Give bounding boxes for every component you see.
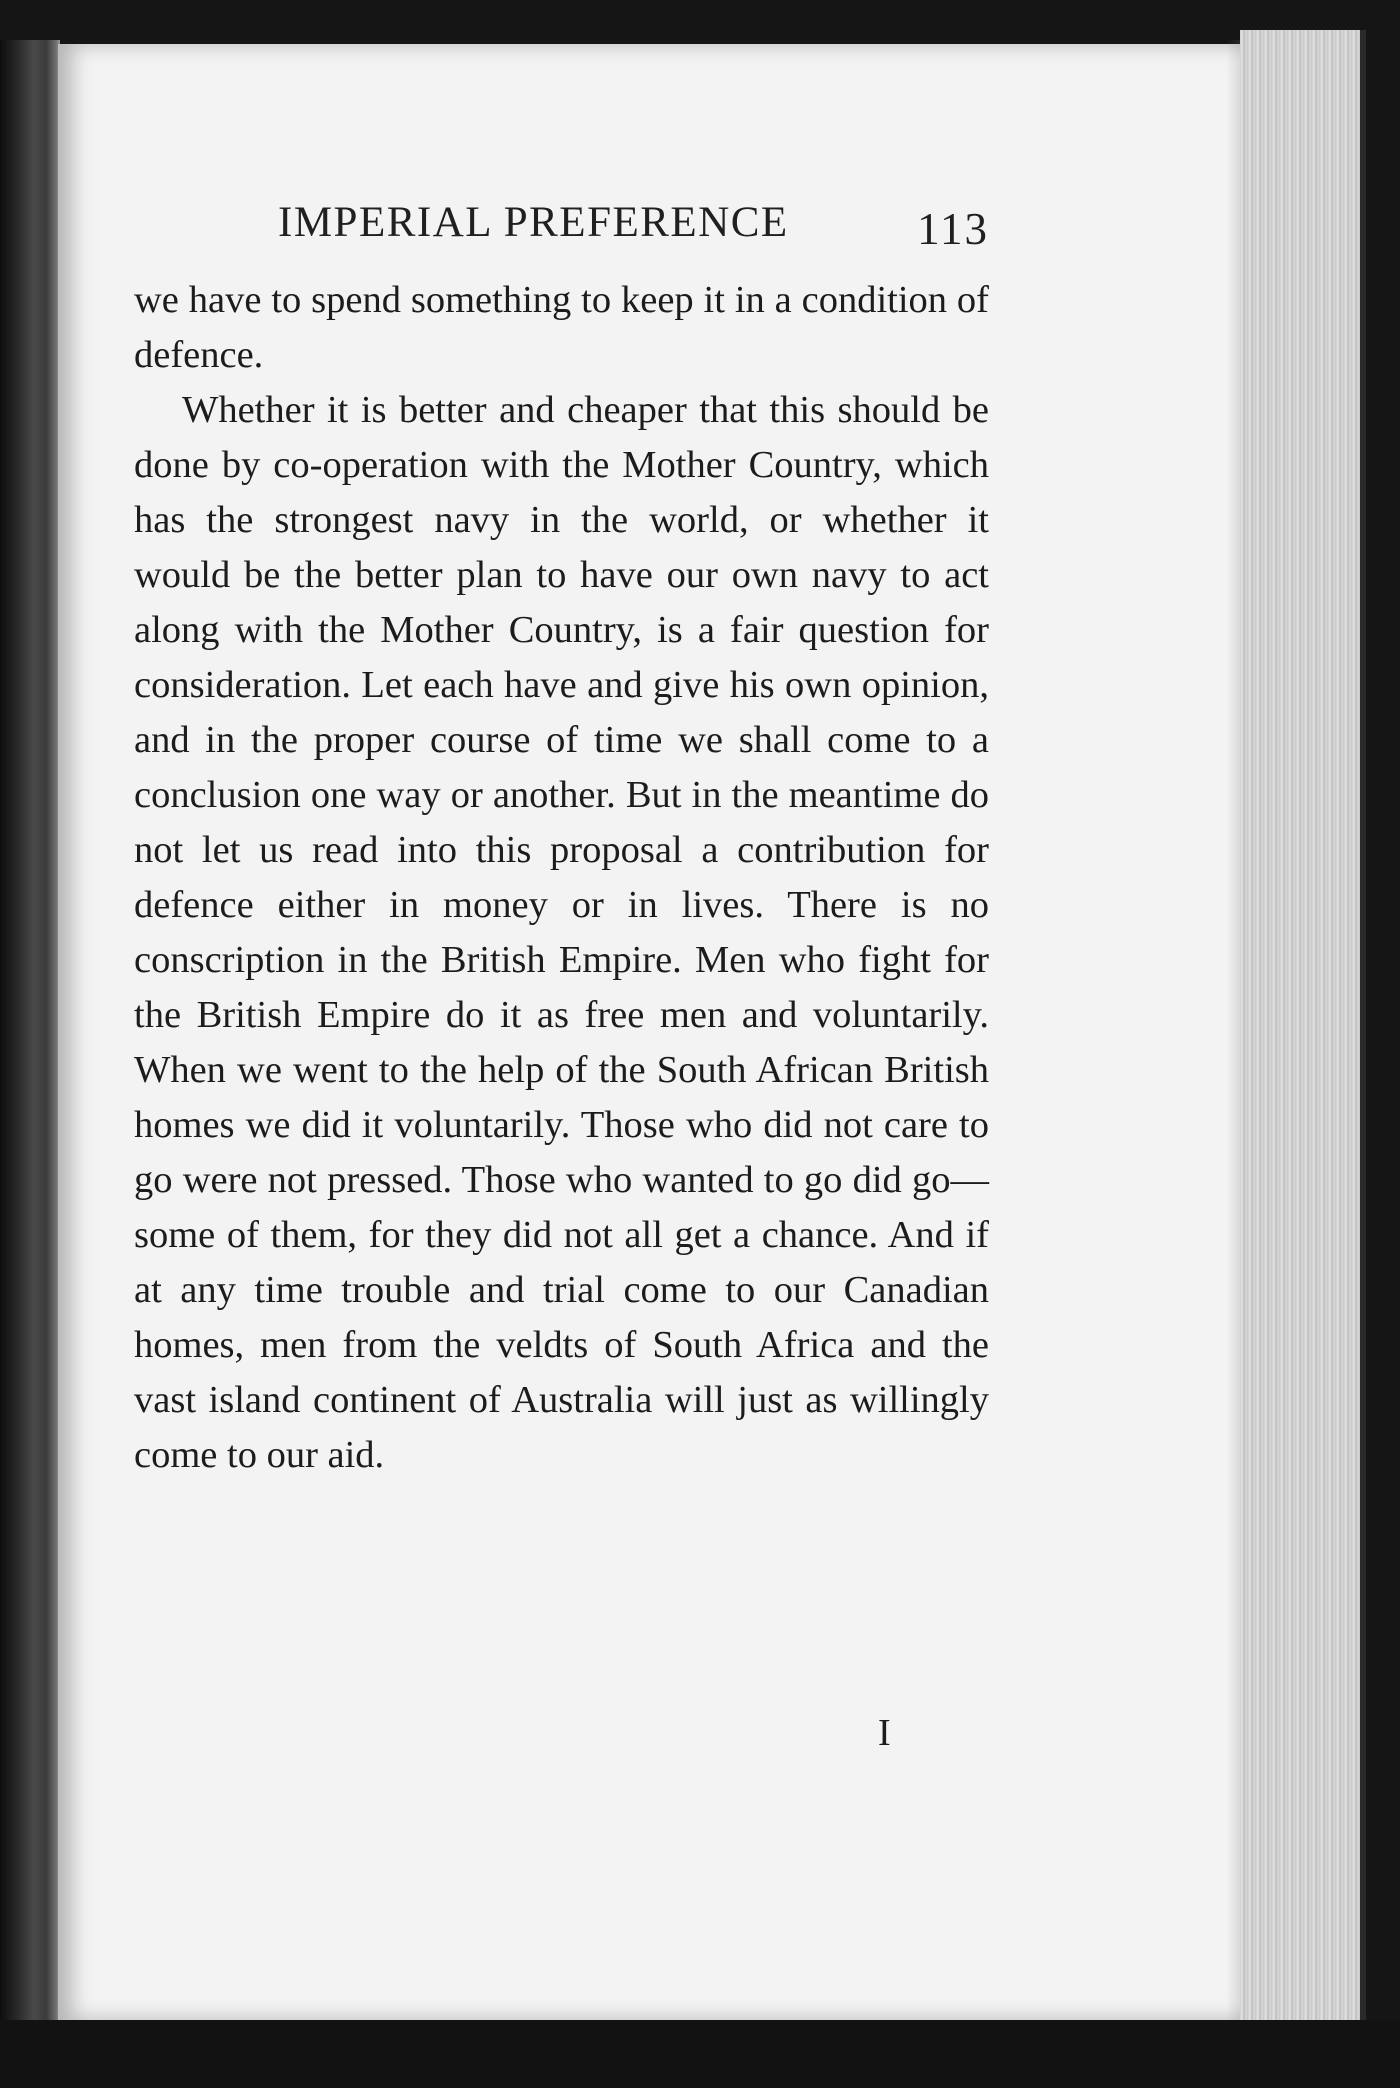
page-body [134,273,989,1483]
running-head-title: IMPERIAL PREFERENCE [278,199,789,246]
paragraph: Whether it is better and cheaper that this should be done by co-operation with the Mother Country, which has the strongest navy in the world, or whether it would be the better plan to have our own navy to act along with the Mother Country, is a fair question for consideration. Let each have and give his own opinion, and in the proper course of time we shall come to a conclusion one way or another. But in the meantime do not let us read into this proposal a contribution for defence either in money or in lives. There is no conscription in the British Empire. Men who fight for the British Empire do it as free men and voluntarily. When we went to the help of the South African British homes we did it voluntarily. Those who did not care to go were not pressed. Those who wanted to go did go—some of them, for they did not all get a chance. And if at any time trouble and trial come to our Canadian homes, men from the veldts of South Africa and the vast island continent of Australia will just as willingly come to our aid. [134,389,989,1476]
running-header [134,193,989,253]
signature-mark: I [878,1712,891,1754]
binding-edge [0,40,60,2030]
paragraph-continued: we have to spend something to keep it in a condition of defence. [134,279,989,376]
page-number: 113 [917,204,989,254]
page-stack-edge [1240,30,1366,2020]
scan-bottom-margin [0,2020,1400,2088]
